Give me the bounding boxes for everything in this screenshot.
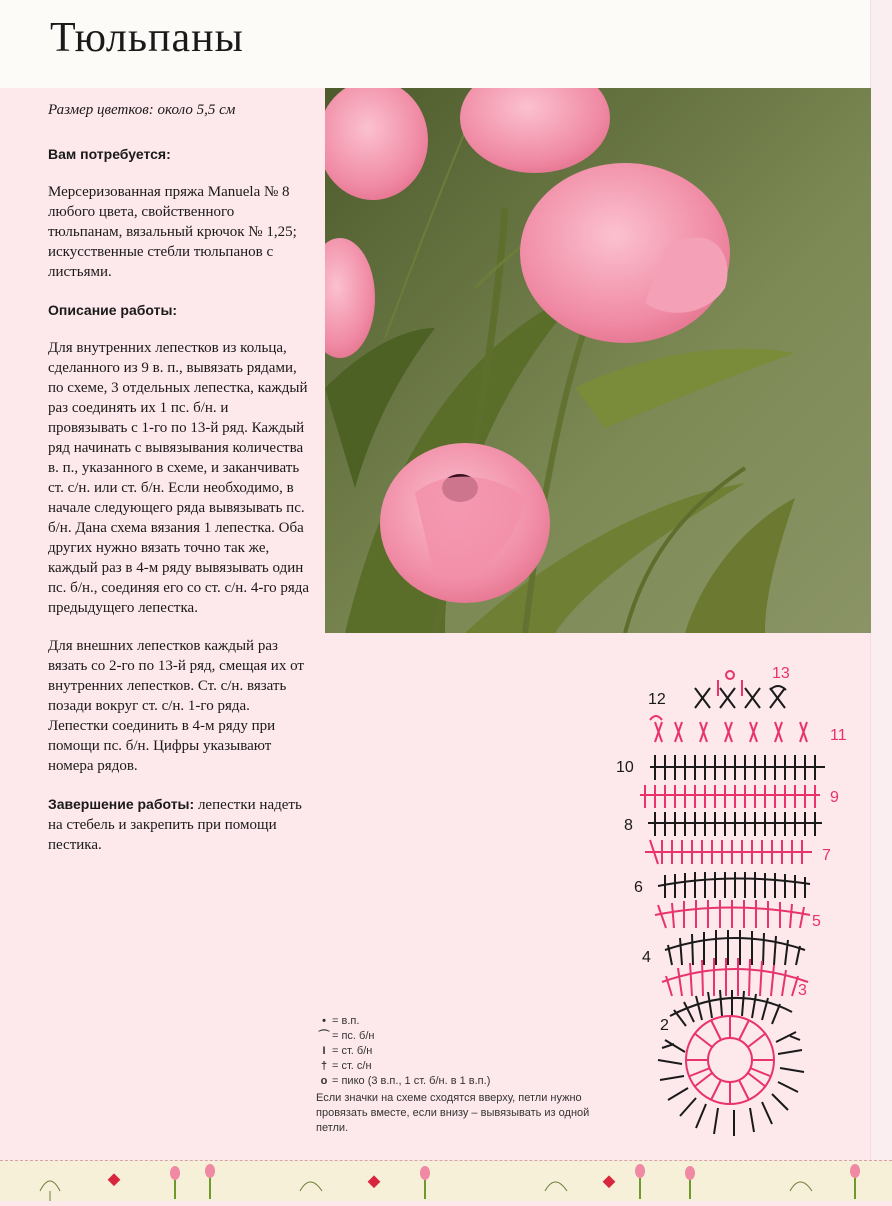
row-label-6: 6 [634, 879, 643, 896]
legend-label: = пс. б/н [332, 1030, 375, 1042]
picot-mark [726, 671, 734, 679]
description-body-2: Для внешних лепестков каждый раз вязать со 2-го по 13-й ряд, смещая их от внутренних лепестков. Ст. с/н. вязать позади вокруг ст. с/н. 1-го ряда. Лепестки соединить в 4-м ряду при помощи пс. б/н. Цифры указывают номера рядов. [48, 638, 304, 774]
finishing-body: лепестки надеть на стебель и закрепить при помощи пестика. [48, 797, 302, 853]
finishing-heading: Завершение работы: [48, 796, 195, 812]
legend-label: = в.п. [332, 1015, 360, 1027]
chain-stitch-symbol: • [322, 1015, 326, 1027]
row-label-4: 4 [642, 949, 651, 966]
tulip-border-ornament [40, 1164, 860, 1201]
crochet-chart [600, 660, 870, 1150]
row-label-7: 7 [822, 847, 831, 864]
double-crochet-symbol: † [320, 1060, 328, 1072]
legend-note: Если значки на схеме сходятся вверху, петли нужно провязать вместе, если внизу – вывязывать из одной петли. [316, 1092, 590, 1134]
row-label-12: 12 [648, 691, 666, 708]
legend-item [316, 1029, 596, 1044]
chart-ring [686, 1016, 774, 1104]
legend-label: = пико (3 в.п., 1 ст. б/н. в 1 в.п.) [332, 1075, 491, 1087]
row-label-8: 8 [624, 817, 633, 834]
symbol-legend [316, 1014, 596, 1136]
picot-symbol: o [320, 1075, 328, 1087]
page-title: Тюльпаны [50, 15, 244, 61]
legend-label: = ст. б/н [332, 1045, 373, 1057]
chart-row-12 [695, 686, 786, 708]
decorative-border [0, 1160, 892, 1201]
legend-label: = ст. с/н [332, 1060, 372, 1072]
finishing-paragraph [48, 794, 310, 855]
materials-body: Мерсеризованная пряжа Manuela № 8 любого цвета, свойственного тюльпанам, вязальный крючок № 1,25; искусственные стебли тюльпанов с листьями. [48, 184, 297, 280]
row-label-5: 5 [812, 913, 821, 930]
row-label-3: 3 [798, 982, 807, 999]
row-label-13: 13 [772, 665, 790, 682]
legend-item [316, 1044, 596, 1059]
chart-row-7 [645, 840, 812, 864]
row-label-10: 10 [616, 759, 634, 776]
legend-item [316, 1014, 596, 1029]
description-heading: Описание работы: [48, 302, 178, 318]
legend-item [316, 1059, 596, 1074]
legend-item [316, 1074, 596, 1089]
chart-row-4 [665, 930, 805, 965]
chart-row-5 [655, 900, 810, 928]
chart-row-10 [650, 755, 825, 780]
row-label-9: 9 [830, 789, 839, 806]
description-body-1: Для внутренних лепестков из кольца, сделанного из 9 в. п., вывязать рядами, по схеме, 3 отдельных лепестка, каждый раз соединять их 1 пс. б/н. и провязывать с 1-го по 13-й ряд. Каждый ряд начинать с вывязывания количества в. п., указанного в схеме, и заканчивать ст. с/н. или ст. б/н. Если необходимо, в начале следующего ряда вывязывать пс. б/н. Дана схема вязания 1 лепестка. Оба других нужно вязать точно так же, каждый раз в 4-м ряду вывязывать один пс. б/н., соединяя его со ст. с/н. 4-го ряда предыдущего лепестка. [48, 340, 310, 616]
chart-row-9 [640, 785, 820, 808]
chart-row-6 [658, 872, 810, 898]
chart-row-8 [648, 812, 822, 836]
chart-row-13 [718, 671, 742, 696]
materials-heading: Вам потребуется: [48, 146, 171, 162]
size-line: Размер цветков: около 5,5 см [48, 102, 236, 118]
instructions-column [48, 100, 310, 873]
page-edge [870, 0, 892, 1200]
tulips-photo [325, 88, 871, 633]
slip-stitch-symbol: ⌒ [318, 1030, 330, 1042]
single-crochet-symbol: I [322, 1045, 326, 1057]
chart-row-11 [650, 716, 807, 742]
row-label-11: 11 [830, 727, 847, 744]
row-label-2: 2 [660, 1017, 669, 1034]
